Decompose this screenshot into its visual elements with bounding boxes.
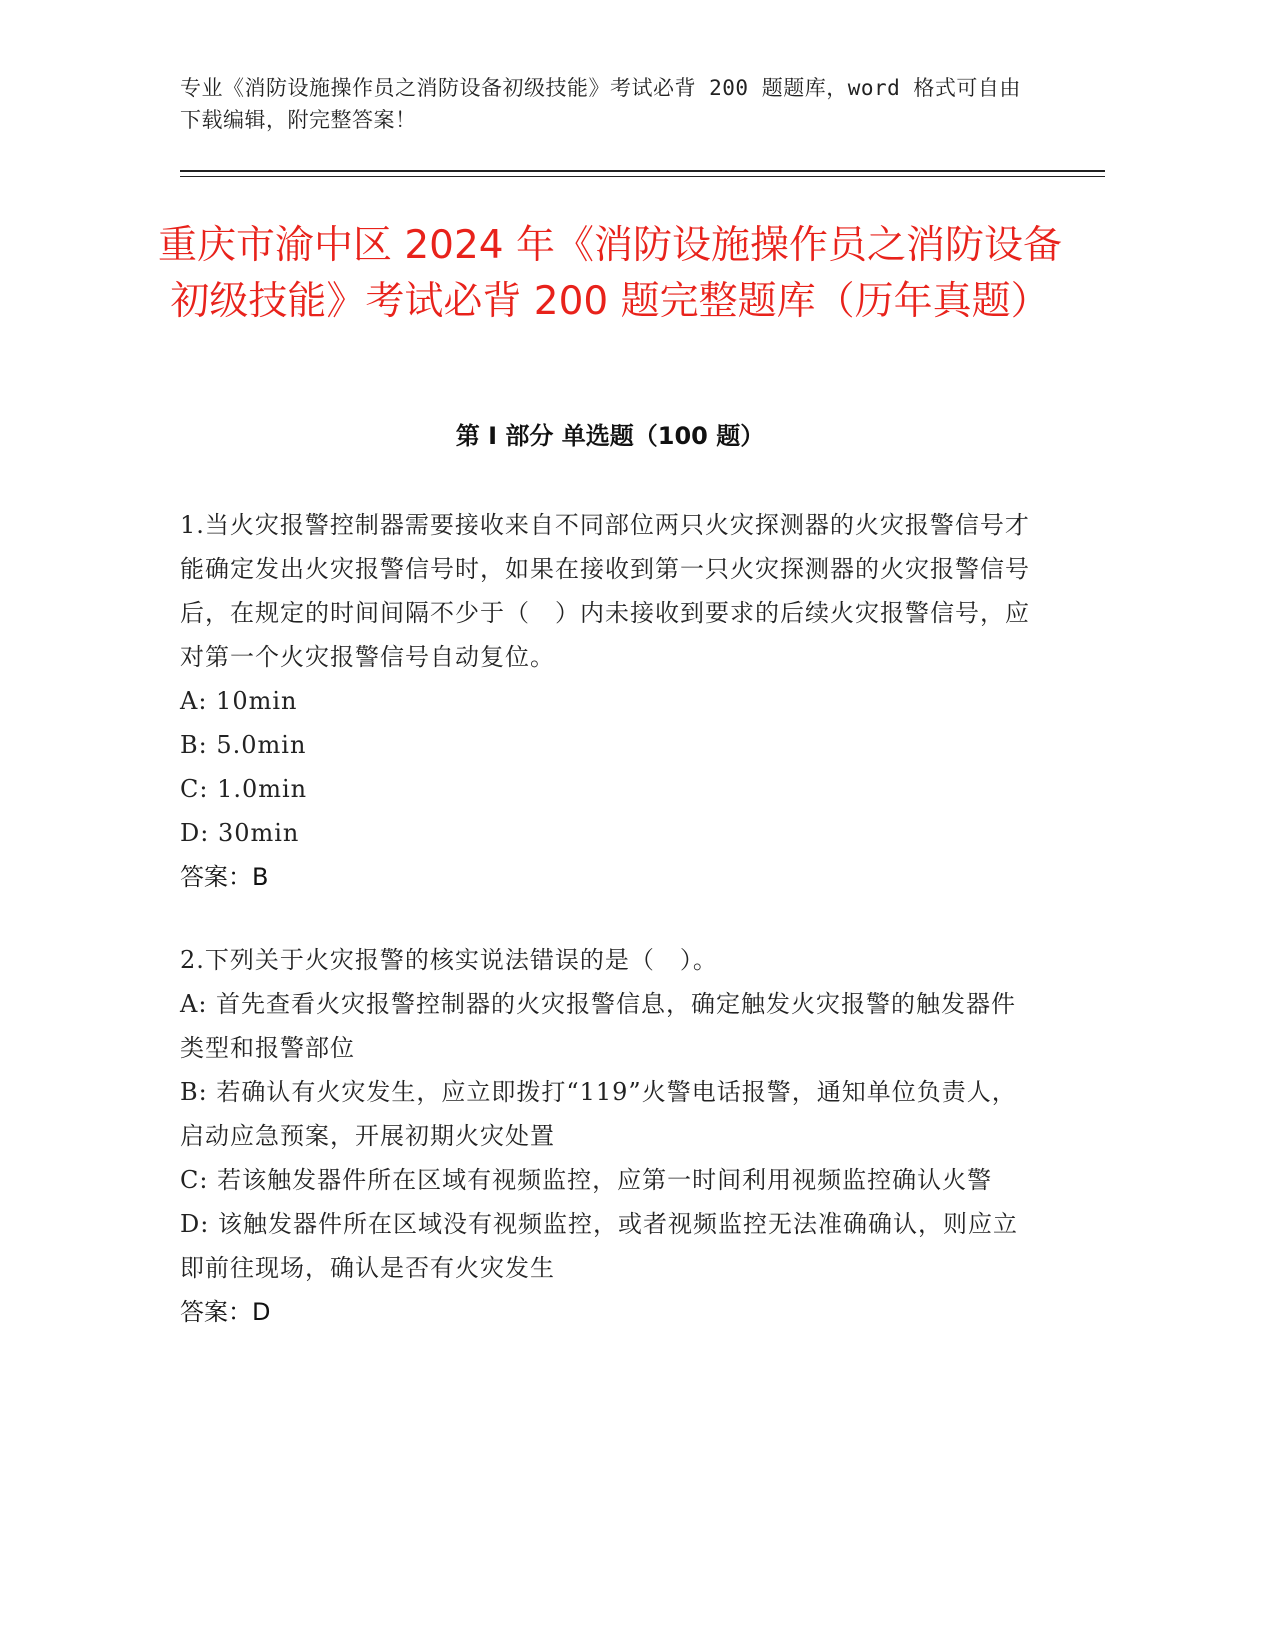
header-divider-thin [180,176,1105,177]
option-a: A: 10min [180,687,298,715]
section-heading: 第 I 部分 单选题（100 题） [455,422,765,450]
header-note: 专业《消防设施操作员之消防设备初级技能》考试必背 200 题题库，word 格式可自由下载编辑，附完整答案！ [180,76,1021,132]
question-2 [180,938,1040,1334]
document-title: 重庆市渝中区 2024 年《消防设施操作员之消防设备初级技能》考试必背 200 题完整题库（历年真题） [157,223,1063,324]
option-a: A: 首先查看火灾报警控制器的火灾报警信息，确定触发火灾报警的触发器件类型和报警部位 [180,990,1017,1062]
option-c: C: 若该触发器件所在区域有视频监控，应第一时间利用视频监控确认火警 [180,1166,993,1194]
answer-line: 答案：D [180,1298,271,1326]
answer-line: 答案：B [180,863,269,891]
question-stem: 2.下列关于火灾报警的核实说法错误的是（ ）。 [180,946,718,974]
option-d: D: 30min [180,819,300,847]
header-divider-thick [180,170,1105,172]
option-b: B: 5.0min [180,731,307,759]
question-1 [180,503,1040,899]
option-d: D: 该触发器件所在区域没有视频监控，或者视频监控无法准确确认，则应立即前往现场，确认是否有火灾发生 [180,1210,1018,1282]
option-b: B: 若确认有火灾发生，应立即拨打“119”火警电话报警，通知单位负责人，启动应急预案，开展初期火灾处置 [180,1078,1017,1150]
question-stem: 1.当火灾报警控制器需要接收来自不同部位两只火灾探测器的火灾报警信号才能确定发出火灾报警信号时，如果在接收到第一只火灾探测器的火灾报警信号后，在规定的时间间隔不少于（ ）内未接收到要求的后续火灾报警信号，应对第一个火灾报警信号自动复位。 [180,511,1030,671]
option-c: C: 1.0min [180,775,308,803]
